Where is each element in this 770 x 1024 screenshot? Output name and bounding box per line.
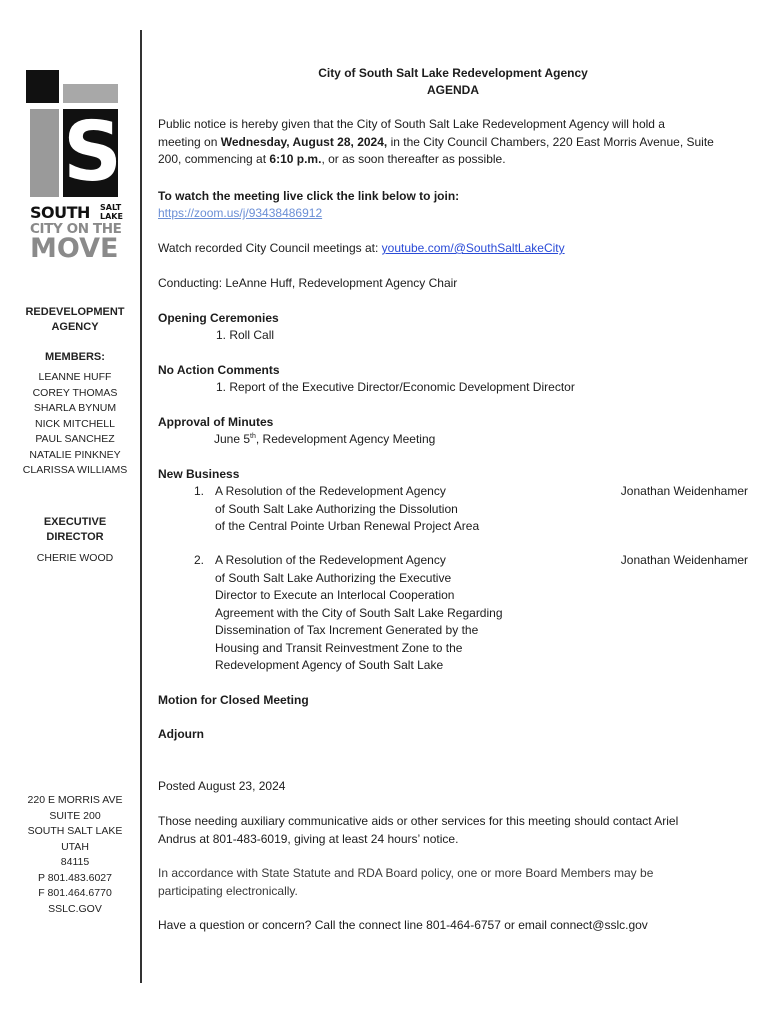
logo-south-text: SOUTH	[30, 203, 90, 222]
aids-line-1: Those needing auxiliary communicative aids or other services for this meeting should contact Ariel	[158, 814, 679, 828]
logo-s-letter: S	[63, 105, 123, 200]
member-name: PAUL SANCHEZ	[35, 433, 115, 445]
website-line: SSLC.GOV	[48, 902, 102, 915]
question-line: Have a question or concern? Call the connect line 801-464-6757 or email connect@sslc.gov	[158, 918, 648, 932]
member-name: LEANNE HUFF	[38, 371, 112, 383]
page-subtitle: AGENDA	[426, 83, 479, 97]
executive-block	[14, 515, 136, 567]
agency-line2: AGENCY	[51, 321, 99, 333]
item2-presenter: Jonathan Weidenhamer	[620, 553, 748, 567]
section-adjourn: Adjourn	[158, 727, 204, 741]
recorded-meetings: Watch recorded City Council meetings at: youtube.com/@SouthSaltLakeCity	[158, 241, 565, 255]
notice-line-3: 200, commencing at 6:10 p.m., or as soon thereafter as possible.	[158, 152, 506, 166]
item1-description: A Resolution of the Redevelopment Agency of South Salt Lake Authorizing the Dissolution of the Central Pointe Urban Renewal Project Area	[215, 484, 480, 533]
agency-line1: REDEVELOPMENT	[25, 306, 125, 318]
address-line: SOUTH SALT LAKE	[27, 825, 123, 837]
member-name: NICK MITCHELL	[35, 417, 115, 430]
posted-date: Posted August 23, 2024	[158, 779, 286, 793]
exec-line2: DIRECTOR	[46, 531, 104, 543]
section-opening: Opening Ceremonies	[158, 311, 279, 325]
address-line: 84115	[60, 856, 90, 868]
divider-line	[140, 30, 142, 983]
minutes-item: June 5th, Redevelopment Agency Meeting	[214, 432, 436, 446]
members-heading: MEMBERS:	[45, 351, 105, 363]
notice-line-2: meeting on Wednesday, August 28, 2024, in the City Council Chambers, 220 East Morris Avenue, Suite	[158, 135, 714, 149]
zoom-link[interactable]: https://zoom.us/j/93438486912	[158, 206, 323, 220]
logo-salt: SALT	[100, 203, 122, 212]
logo-i-shape	[30, 109, 59, 197]
address-line: SUITE 200	[49, 809, 101, 822]
logo-move: MOVE	[30, 233, 119, 264]
member-name: SHARLA BYNUM	[33, 402, 117, 414]
conducting-line: Conducting: LeAnne Huff, Redevelopment Agency Chair	[158, 276, 458, 290]
city-logo	[26, 70, 126, 265]
phone-line: P 801.483.6027	[38, 871, 112, 884]
member-name: COREY THOMAS	[32, 386, 118, 399]
address-line: UTAH	[61, 840, 89, 853]
agency-block	[14, 305, 136, 335]
section-closed-meeting: Motion for Closed Meeting	[158, 693, 309, 707]
logo-bar-shape	[63, 84, 118, 103]
watch-heading: To watch the meeting live click the link below to join:	[158, 189, 460, 203]
logo-dot-shape	[26, 70, 59, 103]
logo-lake: LAKE	[100, 212, 123, 221]
statute-line-1: In accordance with State Statute and RDA Board policy, one or more Board Members may be	[158, 866, 654, 880]
member-name: CLARISSA WILLIAMS	[22, 464, 128, 476]
address-line: 220 E MORRIS AVE	[27, 794, 123, 806]
youtube-link[interactable]: youtube.com/@SouthSaltLakeCity	[381, 241, 565, 255]
no-action-item: 1. Report of the Executive Director/Economic Development Director	[216, 380, 575, 394]
item2-number: 2.	[194, 553, 205, 567]
sidebar	[0, 0, 140, 1024]
logo-city-on-the: CITY ON THE	[30, 221, 122, 237]
aids-line-2: Andrus at 801-483-6019, giving at least 24 hours’ notice.	[158, 832, 459, 846]
statute-line-2: participating electronically.	[158, 884, 298, 898]
opening-item: 1. Roll Call	[216, 328, 275, 342]
section-no-action: No Action Comments	[158, 363, 280, 377]
section-new-business: New Business	[158, 467, 240, 481]
section-minutes: Approval of Minutes	[158, 415, 274, 429]
page-title: City of South Salt Lake Redevelopment Agency	[318, 66, 588, 80]
notice-line-1: Public notice is hereby given that the City of South Salt Lake Redevelopment Agency will hold a	[158, 117, 665, 131]
exec-line1: EXECUTIVE	[43, 516, 107, 528]
logo-saltlake-text	[100, 203, 123, 221]
fax-line: F 801.464.6770	[38, 887, 112, 899]
members-block	[14, 350, 136, 479]
item2-description: A Resolution of the Redevelopment Agency of South Salt Lake Authorizing the Executive Director to Execute an Interlocal Cooperation Agreement with the City of South Salt Lake Regarding Dissemination of Tax Increment Generated by the Housing and Transit Reinvestment Zone to the Redevelopment Agency of South Salt Lake	[215, 553, 503, 672]
address-block	[14, 793, 136, 917]
member-name: NATALIE PINKNEY	[29, 448, 121, 461]
exec-name: CHERIE WOOD	[36, 552, 114, 564]
item1-presenter: Jonathan Weidenhamer	[620, 484, 748, 498]
item1-number: 1.	[194, 484, 205, 498]
